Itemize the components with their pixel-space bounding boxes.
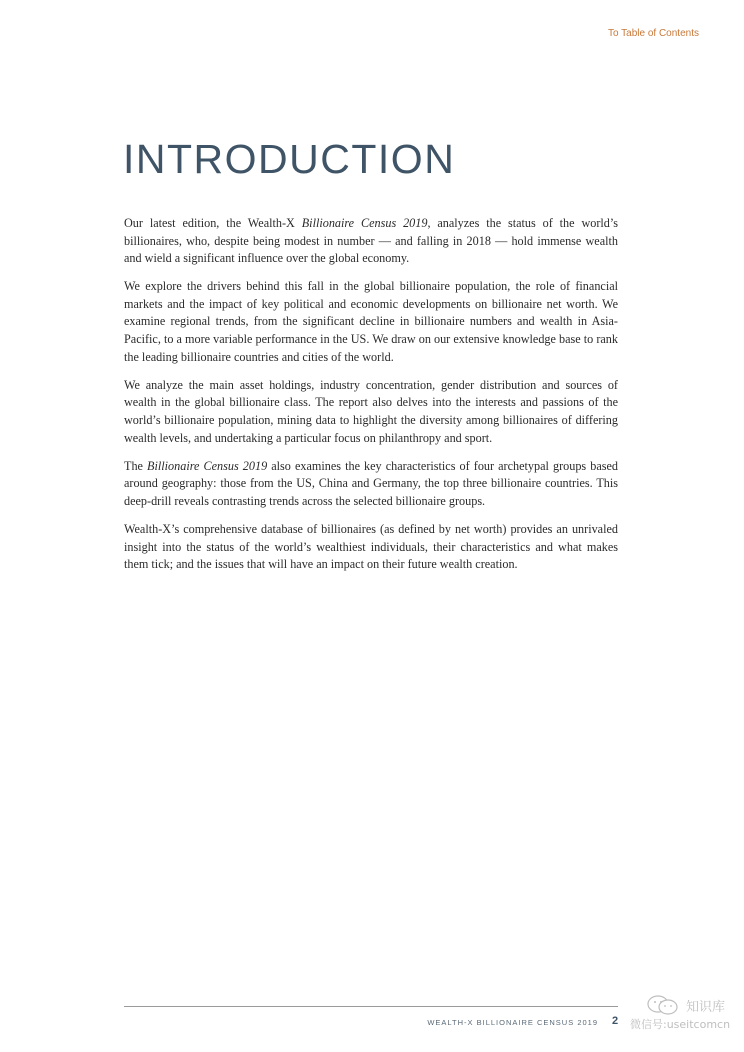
introduction-body [124, 215, 618, 584]
paragraph-4-rest: also examines the key characteristics of four archetypal groups based around geography: those from the US, China and Germany, the top three billionaire countries. This deep-drill reveals contrasting trends across the selected billionaire groups. [124, 458, 618, 508]
watermark-id: 微信号:useitcomcn [630, 1018, 731, 1031]
paragraph-1-rest: , analyzes the status of the world’s billionaires, who, despite being modest in number — and falling in 2018 — hold immense wealth and wield a significant influence over the global economy. [124, 216, 619, 266]
watermark [630, 994, 738, 1034]
footer-divider [124, 1006, 618, 1007]
paragraph-2: We explore the drivers behind this fall in the global billionaire population, the role of financial markets and the impact of key political and economic developments on billionaire net worth. We examine regional trends, from the significant decline in billionaire numbers and wealth in Asia-Pacific, to a more variable performance in the US. We draw on our extensive knowledge base to rank the leading billionaire countries and cities of the world. [124, 279, 618, 364]
report-title-italic: Billionaire Census 2019 [147, 458, 268, 473]
paragraph-1 [124, 215, 618, 268]
report-title-italic: Billionaire Census 2019 [301, 216, 428, 230]
paragraph-5: Wealth-X’s comprehensive database of billionaires (as defined by net worth) provides an unrivaled insight into the status of the world’s wealthiest individuals, their characteristics and what makes them tick; and the issues that will have an impact on their future wealth creation. [124, 521, 618, 572]
paragraph-4-lead: The [124, 458, 148, 473]
page-number: 2 [612, 1015, 619, 1027]
watermark-name: 知识库 [686, 1000, 726, 1015]
paragraph-1-lead: Our latest edition, the Wealth-X [124, 216, 302, 230]
paragraph-3: We analyze the main asset holdings, industry concentration, gender distribution and sources of wealth in the global billionaire class. The report also delves into the interests and passions of the world’s billionaire population, mining data to highlight the diversity among billionaires of differing wealth levels, and undertaking a particular focus on philanthropy and sport. [124, 377, 618, 445]
table-of-contents-link[interactable]: To Table of Contents [608, 28, 699, 39]
page-title: INTRODUCTION [123, 136, 456, 182]
paragraph-4 [124, 458, 618, 511]
wechat-icon [646, 994, 682, 1016]
footer-publication-label: WEALTH-X BILLIONAIRE CENSUS 2019 [427, 1018, 598, 1027]
